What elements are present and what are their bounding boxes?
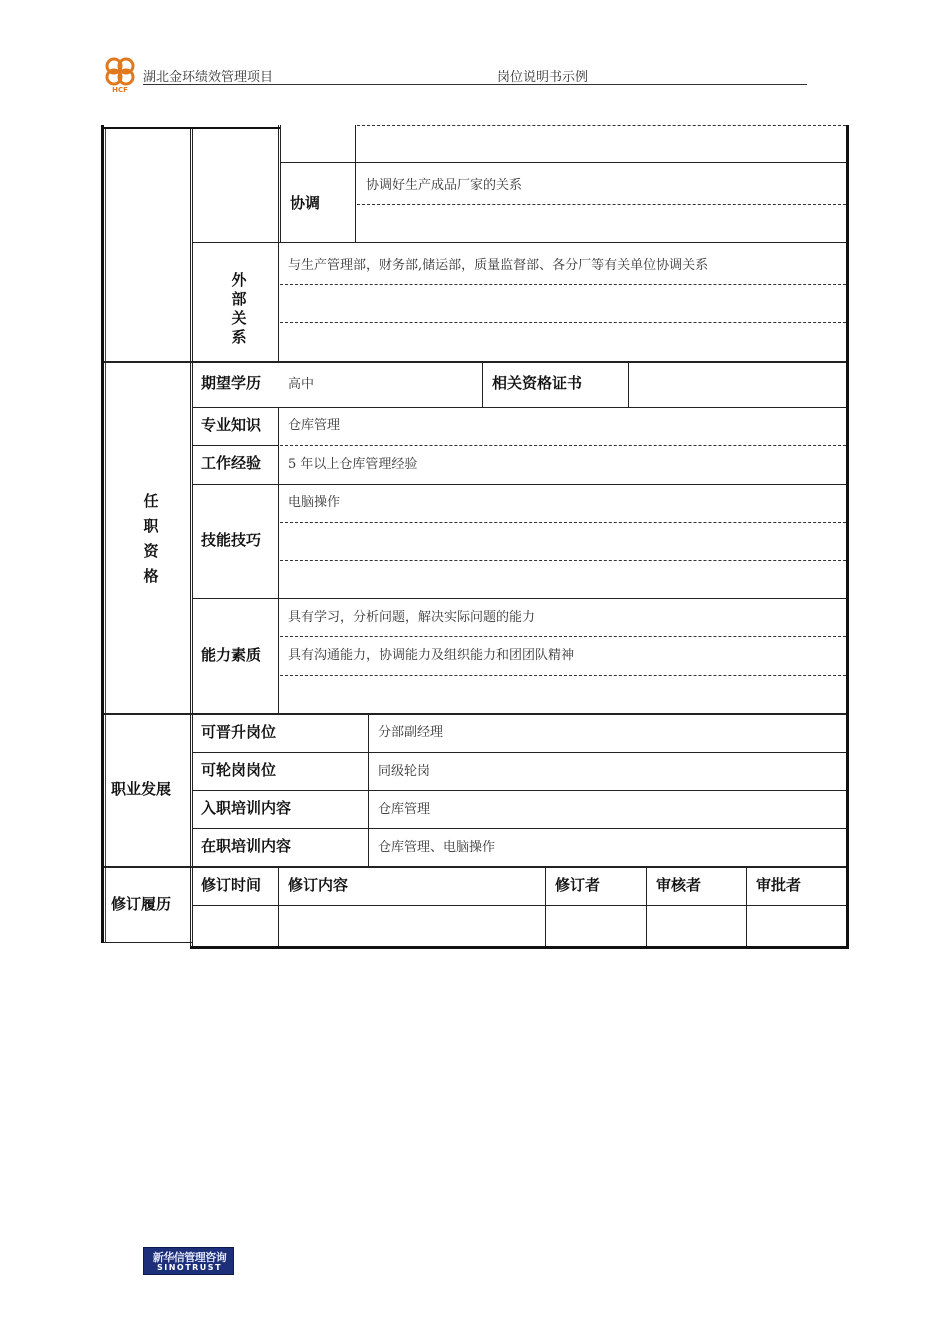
skills-label: 技能技巧 <box>201 531 262 549</box>
header-rule <box>143 84 807 85</box>
knowledge-label: 专业知识 <box>201 416 262 434</box>
external-relations-text: 与生产管理部，财务部,储运部，质量监督部、各分厂等有关单位协调关系 <box>288 258 709 273</box>
project-title: 湖北金环绩效管理项目 <box>143 70 274 85</box>
hcf-logo <box>101 54 139 94</box>
education-label: 期望学历 <box>201 374 262 392</box>
knowledge-value: 仓库管理 <box>288 418 341 433</box>
ability-value-1: 具有学习，分析问题，解决实际问题的能力 <box>288 610 536 625</box>
revision-header: 修订者 <box>555 876 601 894</box>
career-row-label: 在职培训内容 <box>201 837 292 855</box>
coordinate-label: 协调 <box>290 194 321 212</box>
experience-label: 工作经验 <box>201 454 262 472</box>
career-section-label: 职业发展 <box>111 780 172 798</box>
career-row-value: 同级轮岗 <box>378 764 431 779</box>
career-row-value: 分部副经理 <box>378 725 444 740</box>
career-row-value: 仓库管理 <box>378 802 431 817</box>
external-relations-label: 外部关系 <box>231 271 247 346</box>
footer-logo-en: SINOTRUST <box>156 1263 223 1272</box>
education-value: 高中 <box>288 377 315 392</box>
certificate-label: 相关资格证书 <box>492 374 583 392</box>
ability-label: 能力素质 <box>201 646 262 664</box>
footer-logo-cn: 新华信管理咨询 <box>152 1251 227 1264</box>
coordinate-text: 协调好生产成品厂家的关系 <box>366 178 523 193</box>
ability-value-2: 具有沟通能力，协调能力及组织能力和团团队精神 <box>288 648 575 663</box>
revision-section-label: 修订履历 <box>111 895 172 913</box>
logo-text: HCF <box>112 86 128 94</box>
career-row-label: 可晋升岗位 <box>201 723 277 741</box>
career-row-label: 可轮岗岗位 <box>201 761 277 779</box>
revision-header: 审批者 <box>756 876 802 894</box>
career-row-label: 入职培训内容 <box>201 799 292 817</box>
skills-value: 电脑操作 <box>288 495 341 510</box>
revision-header: 修订时间 <box>201 876 262 894</box>
experience-value: 5 年以上仓库管理经验 <box>288 457 418 472</box>
revision-header: 审核者 <box>656 876 702 894</box>
sinotrust-logo <box>143 1247 234 1275</box>
career-row-value: 仓库管理、电脑操作 <box>378 840 496 855</box>
revision-header: 修订内容 <box>288 876 349 894</box>
document-title: 岗位说明书示例 <box>497 70 589 85</box>
qualifications-section-label: 任职资格 <box>143 492 159 585</box>
